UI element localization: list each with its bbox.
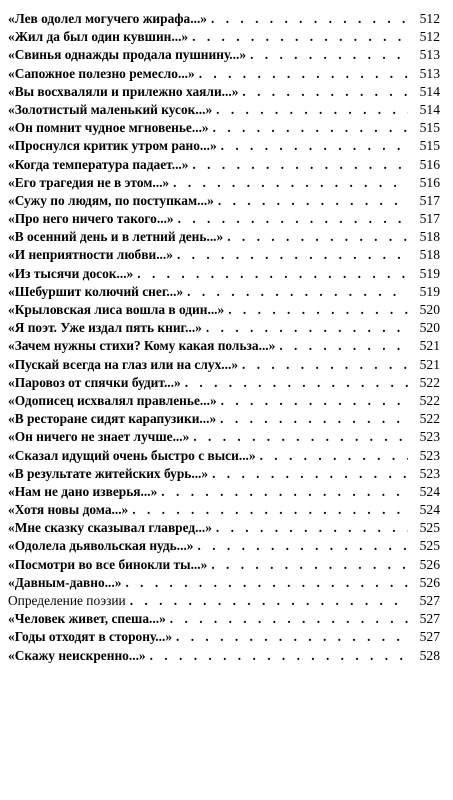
toc-entry-title: «Годы отходят в сторону...» bbox=[8, 629, 173, 645]
toc-entry bbox=[8, 10, 440, 28]
toc-entry-page-number: 521 bbox=[419, 338, 440, 354]
toc-entry-title: «Скажу неискренно...» bbox=[8, 647, 146, 663]
toc-entry-page-number: 525 bbox=[419, 520, 440, 536]
dot-leader bbox=[173, 174, 408, 192]
toc-entry bbox=[8, 447, 440, 465]
toc-entry-title: «Лев одолел могучего жирафа...» bbox=[8, 11, 207, 26]
toc-entry bbox=[8, 28, 440, 46]
toc-entry-page-number: 522 bbox=[419, 411, 440, 427]
dot-leader bbox=[185, 374, 408, 392]
toc-entry-page-number: 522 bbox=[419, 374, 440, 390]
dot-leader bbox=[211, 556, 408, 574]
toc-entry bbox=[8, 210, 440, 228]
toc-entry-title: «Сапожное полезно ремесло...» bbox=[8, 65, 195, 81]
toc-entry bbox=[8, 265, 440, 283]
toc-entry-title: «Я поэт. Уже издал пять книг...» bbox=[8, 320, 202, 336]
dot-leader bbox=[228, 301, 408, 319]
toc-entry bbox=[8, 356, 440, 374]
dot-leader bbox=[132, 501, 408, 519]
dot-leader bbox=[193, 428, 408, 446]
dot-leader bbox=[161, 483, 408, 501]
dot-leader bbox=[221, 137, 408, 155]
toc-entry-title: «В ресторане сидят карапузики...» bbox=[8, 411, 217, 427]
toc-entry-page-number: 512 bbox=[419, 11, 440, 26]
toc-entry bbox=[8, 410, 440, 428]
dot-leader bbox=[125, 574, 408, 592]
toc-entry-page-number: 517 bbox=[419, 211, 440, 227]
dot-leader bbox=[218, 192, 408, 210]
toc-entry bbox=[8, 392, 440, 410]
toc-entry-page-number: 515 bbox=[419, 138, 440, 154]
dot-leader bbox=[216, 101, 408, 119]
toc-entry-page-number: 525 bbox=[419, 538, 440, 554]
toc-entry-title: «Про него ничего такого...» bbox=[8, 211, 174, 227]
toc-entry-title: «Он помнит чудное мгновенье...» bbox=[8, 120, 209, 136]
toc-entry-title: «Сказал идущий очень быстро с выси...» bbox=[8, 447, 256, 463]
dot-leader bbox=[242, 356, 408, 374]
toc-entry-title: «И неприятности любви...» bbox=[8, 247, 173, 263]
toc-entry bbox=[8, 592, 440, 610]
toc-entry-page-number: 521 bbox=[419, 356, 440, 372]
dot-leader bbox=[260, 447, 408, 465]
toc-entry-title: «Шебуршит колючий снег...» bbox=[8, 283, 184, 299]
toc-entry bbox=[8, 628, 440, 646]
toc-entry-title: «Вы восхваляли и прилежно хаяли...» bbox=[8, 83, 239, 99]
toc-entry bbox=[8, 337, 440, 355]
toc-entry-page-number: 513 bbox=[419, 47, 440, 63]
toc-entry-page-number: 523 bbox=[419, 465, 440, 481]
toc-entry bbox=[8, 647, 440, 665]
toc-entry-page-number: 513 bbox=[419, 65, 440, 81]
toc-entry-page-number: 527 bbox=[419, 611, 440, 627]
toc-entry bbox=[8, 137, 440, 155]
dot-leader bbox=[220, 410, 408, 428]
toc-entry-page-number: 512 bbox=[419, 29, 440, 45]
toc-entry-title: «Давным-давно...» bbox=[8, 574, 122, 590]
toc-entry bbox=[8, 319, 440, 337]
dot-leader bbox=[221, 392, 408, 410]
dot-leader bbox=[216, 519, 408, 537]
toc-entry-page-number: 515 bbox=[419, 120, 440, 136]
toc-entry-page-number: 519 bbox=[419, 283, 440, 299]
toc-entry bbox=[8, 465, 440, 483]
dot-leader bbox=[198, 537, 409, 555]
toc-entry bbox=[8, 156, 440, 174]
toc-entry-title: «Одописец исхвалял правленье...» bbox=[8, 392, 217, 408]
toc-entry-title: «Хотя новы дома...» bbox=[8, 502, 129, 518]
toc-entry bbox=[8, 46, 440, 64]
toc-entry-page-number: 514 bbox=[419, 83, 440, 99]
toc-entry-title: «Мне сказку сказывал главред...» bbox=[8, 520, 212, 536]
toc-entry-page-number: 519 bbox=[419, 265, 440, 281]
toc-entry-page-number: 528 bbox=[419, 647, 440, 663]
toc-entry-page-number: 514 bbox=[419, 101, 440, 117]
toc-entry-page-number: 526 bbox=[419, 556, 440, 572]
dot-leader bbox=[279, 337, 408, 355]
toc-entry-title: «Зачем нужны стихи? Кому какая польза...» bbox=[8, 338, 276, 354]
toc-entry-title: «Золотистый маленький кусок...» bbox=[8, 101, 213, 117]
toc-entry-page-number: 522 bbox=[419, 392, 440, 408]
dot-leader bbox=[206, 319, 408, 337]
toc-entry-page-number: 518 bbox=[419, 247, 440, 263]
toc-entry-page-number: 527 bbox=[419, 629, 440, 645]
toc-entry-title: «Посмотри во все бинокли ты...» bbox=[8, 556, 208, 572]
toc-entry bbox=[8, 428, 440, 446]
toc-entry-page-number: 524 bbox=[419, 502, 440, 518]
dot-leader bbox=[211, 10, 408, 28]
dot-leader bbox=[227, 228, 408, 246]
toc-entry-title: «Из тысячи досок...» bbox=[8, 265, 134, 281]
dot-leader bbox=[192, 156, 408, 174]
dot-leader bbox=[213, 119, 408, 137]
dot-leader bbox=[176, 628, 408, 646]
toc-entry-page-number: 520 bbox=[419, 320, 440, 336]
toc-entry-page-number: 516 bbox=[419, 174, 440, 190]
dot-leader bbox=[137, 265, 408, 283]
dot-leader bbox=[170, 610, 408, 628]
toc-entry-title: «Сужу по людям, по поступкам...» bbox=[8, 192, 214, 208]
toc-entry-title: «Свинья однажды продала пушнину...» bbox=[8, 47, 247, 63]
toc-entry bbox=[8, 610, 440, 628]
toc-entry-title: «Одолела дьявольская нудь...» bbox=[8, 538, 194, 554]
toc-entry-title: «Проснулся критик утром рано...» bbox=[8, 138, 217, 154]
toc-entry bbox=[8, 83, 440, 101]
toc-entry-page-number: 518 bbox=[419, 229, 440, 245]
dot-leader bbox=[199, 65, 408, 83]
toc-entry-title: «Жил да был один кувшин...» bbox=[8, 29, 189, 45]
toc-entry bbox=[8, 537, 440, 555]
toc-entry-title: «В результате житейских бурь...» bbox=[8, 465, 209, 481]
dot-leader bbox=[150, 647, 408, 665]
toc-entry-title: «В осенний день и в летний день...» bbox=[8, 229, 224, 245]
toc-entry-title: «Нам не дано изверья...» bbox=[8, 483, 158, 499]
toc-entry bbox=[8, 192, 440, 210]
toc-entry bbox=[8, 101, 440, 119]
toc-entry bbox=[8, 501, 440, 519]
toc-entry bbox=[8, 119, 440, 137]
toc-entry-page-number: 523 bbox=[419, 447, 440, 463]
dot-leader bbox=[242, 83, 408, 101]
toc-entry-title: «Пускай всегда на глаз или на слух...» bbox=[8, 356, 239, 372]
toc-entry bbox=[8, 483, 440, 501]
toc-entry-page-number: 527 bbox=[419, 593, 440, 608]
toc-entry-page-number: 516 bbox=[419, 156, 440, 172]
toc-entry bbox=[8, 519, 440, 537]
toc-entry-page-number: 517 bbox=[419, 192, 440, 208]
toc-entry bbox=[8, 228, 440, 246]
toc-entry-title: Определение поэзии bbox=[8, 593, 126, 608]
toc-entry-page-number: 526 bbox=[419, 574, 440, 590]
toc-entry bbox=[8, 246, 440, 264]
toc-entry-title: «Крыловская лиса вошла в один...» bbox=[8, 302, 225, 317]
toc-entry-title: «Он ничего не знает лучше...» bbox=[8, 429, 190, 445]
toc-entry-page-number: 523 bbox=[419, 429, 440, 445]
toc-entry bbox=[8, 374, 440, 392]
dot-leader bbox=[212, 465, 408, 483]
dot-leader bbox=[187, 283, 408, 301]
dot-leader bbox=[250, 46, 408, 64]
dot-leader bbox=[192, 28, 408, 46]
toc-entry bbox=[8, 65, 440, 83]
dot-leader bbox=[177, 246, 408, 264]
toc-entry bbox=[8, 301, 440, 319]
toc-entry-page-number: 520 bbox=[419, 302, 440, 317]
toc-entry-title: «Его трагедия не в этом...» bbox=[8, 174, 170, 190]
toc-entry-title: «Человек живет, спеша...» bbox=[8, 611, 166, 627]
toc-entry bbox=[8, 283, 440, 301]
dot-leader bbox=[178, 210, 408, 228]
toc-entry bbox=[8, 174, 440, 192]
dot-leader bbox=[130, 592, 408, 610]
toc-entry-page-number: 524 bbox=[419, 483, 440, 499]
toc-entry bbox=[8, 574, 440, 592]
toc-entry-title: «Паровоз от спячки будит...» bbox=[8, 374, 181, 390]
toc-entry-title: «Когда температура падает...» bbox=[8, 156, 189, 172]
toc-entry bbox=[8, 556, 440, 574]
table-of-contents bbox=[8, 10, 440, 665]
